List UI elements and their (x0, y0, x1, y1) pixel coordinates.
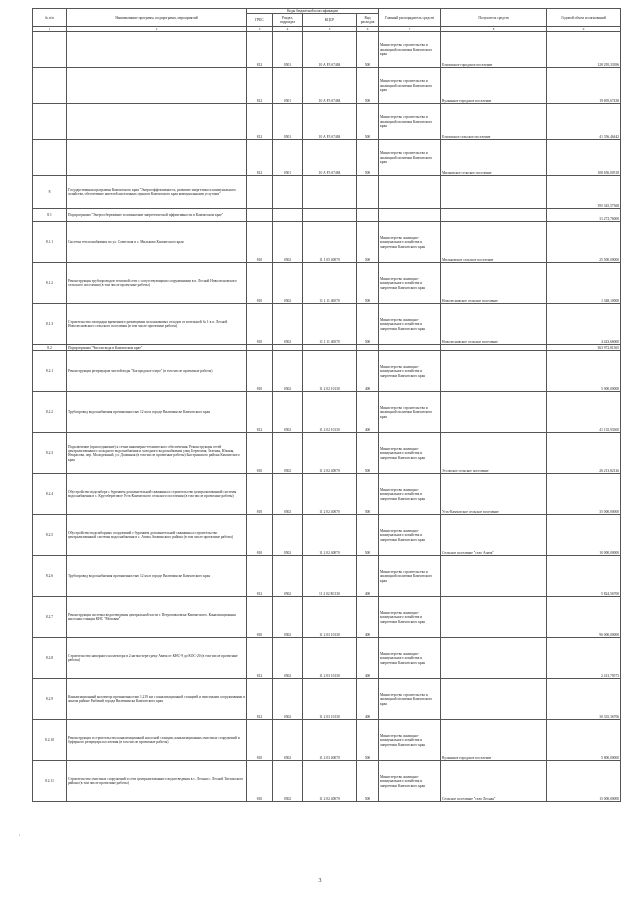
row-rzpr: 0501 (273, 104, 303, 140)
row-kcsr: 10 А F3 67484 (303, 68, 357, 104)
row-num (33, 104, 67, 140)
table-row (33, 556, 621, 597)
row-kvr: 500 (357, 263, 379, 304)
row-admin: Министерство жилищно-коммунального хозяйства и энергетики Камчатского края (379, 597, 441, 638)
row-amount: 363 972,81365 (547, 345, 621, 351)
row-rzpr (273, 209, 303, 222)
row-admin: Министерство жилищно-коммунального хозяйства и энергетики Камчатского края (379, 351, 441, 392)
row-recipient (441, 176, 547, 209)
row-recipient: Усть-Камчатское сельское поселение (441, 474, 547, 515)
row-name (67, 104, 247, 140)
row-grbs: 812 (247, 68, 273, 104)
row-kcsr: 11 1 11 40070 (303, 263, 357, 304)
row-kvr: 500 (357, 140, 379, 176)
row-admin: Министерство строительства и жилищной политики Камчатского края (379, 140, 441, 176)
table-row (33, 638, 621, 679)
row-kvr (357, 209, 379, 222)
row-kvr: 400 (357, 392, 379, 433)
row-num: 8.2.3 (33, 433, 67, 474)
row-rzpr: 0502 (273, 679, 303, 720)
row-admin (379, 176, 441, 209)
row-kvr: 500 (357, 433, 379, 474)
row-amount: 25 500,00000 (547, 222, 621, 263)
table-row (33, 679, 621, 720)
row-recipient: Елизовское сельское поселение (441, 104, 547, 140)
row-num: 8.1.1 (33, 222, 67, 263)
row-recipient: Вулканное городское поселение (441, 720, 547, 761)
row-recipient: Новолесновское сельское поселение (441, 304, 547, 345)
table-row (33, 304, 621, 345)
row-recipient (441, 597, 547, 638)
row-kcsr (303, 209, 357, 222)
row-num: 8.2.7 (33, 597, 67, 638)
row-name (67, 68, 247, 104)
row-kvr: 500 (357, 515, 379, 556)
row-admin (379, 209, 441, 222)
table-row (33, 515, 621, 556)
col-header-grbs: ГРБС (247, 14, 273, 27)
row-kvr: 500 (357, 720, 379, 761)
row-amount: 5 800,00000 (547, 720, 621, 761)
row-num: 8.2.4 (33, 474, 67, 515)
row-kvr: 500 (357, 761, 379, 802)
table-row (33, 32, 621, 68)
index-cell: 8 (441, 27, 547, 32)
row-name: Государственная программа Камчатского края "Энергоэффективность, развитие энергетики и коммунального хозяйства, обеспечение жителей населенных пунктов Камчатского края коммунальными услугами" (67, 176, 247, 209)
col-header-name: Наименование программ, подпрограмм, мероприятий (67, 9, 247, 27)
table-row (33, 68, 621, 104)
row-name: Реконструкция и строительство канализационной насосной станции, канализационных очистных сооружений и буферного резервуара поселения (в том числе проектные работы) (67, 720, 247, 761)
row-grbs: 812 (247, 140, 273, 176)
row-grbs: 810 (247, 597, 273, 638)
row-kcsr: 10 А F3 67484 (303, 140, 357, 176)
row-amount: 30 335,36706 (547, 679, 621, 720)
row-recipient: Мильковское сельское поселение (441, 222, 547, 263)
row-rzpr: 0501 (273, 140, 303, 176)
row-rzpr: 0502 (273, 351, 303, 392)
col-header-kcsr: КЦСР (303, 14, 357, 27)
row-grbs: 812 (247, 556, 273, 597)
row-grbs (247, 209, 273, 222)
row-grbs: 810 (247, 515, 273, 556)
row-num: 8 (33, 176, 67, 209)
col-header-num: № п/п (33, 9, 67, 27)
row-admin: Министерство жилищно-коммунального хозяйства и энергетики Камчатского края (379, 720, 441, 761)
row-amount: 128 295,33396 (547, 32, 621, 68)
row-name: Подключение (присоединение) к сетям инженерно-технического обеспечения. Реконструкция сетей централизованного холодного водоснабжения и холодного водоснабжения улиц Береговая, Зеленая, Южная, Некрасова, пер. Молодежный, ул. Долинная (в том числе проектные работы) Быстринского района Камчатского края (67, 433, 247, 474)
appropriations-table (32, 8, 621, 802)
row-kcsr: 11 1 05 40070 (303, 222, 357, 263)
table-row (33, 263, 621, 304)
page-number: 3 (318, 878, 322, 884)
row-num: 8.1.3 (33, 304, 67, 345)
row-grbs: 810 (247, 222, 273, 263)
index-cell: 3 (247, 27, 273, 32)
row-num (33, 32, 67, 68)
row-recipient (441, 392, 547, 433)
row-rzpr: 0502 (273, 761, 303, 802)
row-name: Реконструкция резервуаров чистой воды "Богородское озеро" (в том числе проектные работы) (67, 351, 247, 392)
row-name: Строительство напорного коллектора в 2 нитки через реку Авача от КНС-9 до КОС-20 (в том числе проектные работы) (67, 638, 247, 679)
row-rzpr: 0501 (273, 68, 303, 104)
row-name (67, 140, 247, 176)
row-recipient: Милковское сельское поселение (441, 140, 547, 176)
row-num (33, 68, 67, 104)
row-grbs: 810 (247, 761, 273, 802)
row-recipient: Сельское поселение "село Апача" (441, 515, 547, 556)
row-name (67, 32, 247, 68)
table-row (33, 392, 621, 433)
row-name: Подпрограмма "Энергосбережение и повышение энергетической эффективности в Камчатском крае" (67, 209, 247, 222)
row-name: Реконструкция системы водоотведения центральной части г. Петропавловска-Камчатского. Канализационная насосная станция КНС "Моховая" (67, 597, 247, 638)
row-num (33, 140, 67, 176)
row-kcsr (303, 176, 357, 209)
row-name: Канализационный коллектор протяженностью 1,219 км с канализационной станцией и очистными сооружениями в жилом районе Рыбачий города Вилючинска Камчатского края (67, 679, 247, 720)
row-num: 8.2.1 (33, 351, 67, 392)
row-admin: Министерство жилищно-коммунального хозяйства и энергетики Камчатского края (379, 222, 441, 263)
table-row (33, 176, 621, 209)
margin-mark: , (19, 832, 21, 837)
row-num: 8.2.10 (33, 720, 67, 761)
row-name: Трубопровод водоснабжения протяженностью 12 км в городе Вилючинске Камчатского края (67, 556, 247, 597)
row-kcsr: 11 2 02 10130 (303, 351, 357, 392)
row-grbs: 812 (247, 32, 273, 68)
col-header-codes: Коды бюджетной классификации (247, 9, 379, 14)
row-num: 8.2.5 (33, 515, 67, 556)
row-recipient: Сельское поселение "село Лесная" (441, 761, 547, 802)
row-admin: Министерство строительства и жилищной политики Камчатского края (379, 68, 441, 104)
row-amount: 96 000,00000 (547, 597, 621, 638)
row-rzpr: 0502 (273, 433, 303, 474)
row-num: 8.2.6 (33, 556, 67, 597)
row-kvr: 400 (357, 679, 379, 720)
row-name: Трубопровод водоснабжения протяженностью 12 км в городе Вилючинске Камчатского края (67, 392, 247, 433)
row-kvr: 500 (357, 304, 379, 345)
row-kcsr: 11 2 02 40070 (303, 433, 357, 474)
row-amount: 26 213,82126 (547, 433, 621, 474)
row-name: Обустройство водозаборных сооружений с бурением дополнительной скважины и строительство централизованной системы водоснабжения в с. Апача Апачинского района (в том числе проектные работы) (67, 515, 247, 556)
row-grbs: 810 (247, 474, 273, 515)
row-admin: Министерство строительства и жилищной политики Камчатского края (379, 556, 441, 597)
row-kcsr: 11 2 03 10130 (303, 597, 357, 638)
row-amount: 5 000,00000 (547, 351, 621, 392)
row-rzpr: 0502 (273, 638, 303, 679)
table-row (33, 104, 621, 140)
index-cell: 1 (33, 27, 67, 32)
row-admin: Министерство строительства и жилищной политики Камчатского края (379, 32, 441, 68)
row-rzpr: 0502 (273, 474, 303, 515)
index-cell: 5 (303, 27, 357, 32)
row-amount: 395 345,57368 (547, 176, 621, 209)
row-recipient (441, 209, 547, 222)
row-kvr: 500 (357, 222, 379, 263)
row-amount: 1 348,10000 (547, 263, 621, 304)
row-kvr: 500 (357, 32, 379, 68)
row-name: Обустройство водозабора с бурением дополнительной скважины и строительство централизованной системы водоснабжения в с. Крутобереговое Усть-Камчатского сельского поселения (в том числе проектные работы) (67, 474, 247, 515)
row-num: 8.1.2 (33, 263, 67, 304)
row-num: 8.2.8 (33, 638, 67, 679)
col-header-admin: Главный распорядитель средств (379, 9, 441, 27)
index-cell: 2 (67, 27, 247, 32)
row-kvr: 400 (357, 597, 379, 638)
row-amount: 35 000,00000 (547, 474, 621, 515)
row-admin: Министерство строительства и жилищной политики Камчатского края (379, 392, 441, 433)
row-amount: 108 656,00518 (547, 140, 621, 176)
index-cell: 9 (547, 27, 621, 32)
row-admin: Министерство жилищно-коммунального хозяйства и энергетики Камчатского края (379, 474, 441, 515)
row-grbs: 812 (247, 679, 273, 720)
table-row (33, 209, 621, 222)
table-row (33, 351, 621, 392)
row-grbs: 810 (247, 263, 273, 304)
col-header-rzpr: Раздел, подраздел (273, 14, 303, 27)
row-amount: 15 000,00000 (547, 761, 621, 802)
row-recipient (441, 556, 547, 597)
row-recipient: Елизовское городское поселение (441, 32, 547, 68)
row-amount: 4 423,66000 (547, 304, 621, 345)
row-admin: Министерство жилищно-коммунального хозяйства и энергетики Камчатского края (379, 515, 441, 556)
row-kcsr: 11 2 03 40070 (303, 720, 357, 761)
row-amount: 19 695,67438 (547, 68, 621, 104)
row-kcsr: 11 2 03 10130 (303, 638, 357, 679)
row-num: 8.1 (33, 209, 67, 222)
index-cell: 7 (379, 27, 441, 32)
row-kcsr: 11 2 02 40070 (303, 515, 357, 556)
row-rzpr (273, 176, 303, 209)
row-grbs: 810 (247, 351, 273, 392)
row-kvr: 500 (357, 474, 379, 515)
index-cell: 6 (357, 27, 379, 32)
row-admin: Министерство жилищно-коммунального хозяйства и энергетики Камчатского края (379, 761, 441, 802)
row-amount: 41 135,93300 (547, 392, 621, 433)
row-rzpr: 0502 (273, 556, 303, 597)
header-row-1 (33, 9, 621, 14)
row-rzpr: 0502 (273, 222, 303, 263)
row-kcsr: 11 2 02 R1130 (303, 556, 357, 597)
col-header-amount: Годовой объем ассигнований (547, 9, 621, 27)
row-rzpr: 0502 (273, 304, 303, 345)
table-row (33, 140, 621, 176)
row-admin: Министерство жилищно-коммунального хозяйства и энергетики Камчатского края (379, 638, 441, 679)
row-kcsr: 11 2 02 10130 (303, 392, 357, 433)
table-row (33, 433, 621, 474)
row-kvr: 400 (357, 556, 379, 597)
row-amount: 10 000,00000 (547, 515, 621, 556)
row-recipient: Вулканное городское поселение (441, 68, 547, 104)
row-grbs: 812 (247, 638, 273, 679)
row-name: Реконструкция трубопроводов тепловой сети с сопутствующими сооружениями в п. Лесной Новолесновского сельского поселения (в том числе проектные работы) (67, 263, 247, 304)
row-admin: Министерство жилищно-коммунального хозяйства и энергетики Камчатского края (379, 304, 441, 345)
row-admin: Министерство строительства и жилищной политики Камчатского края (379, 104, 441, 140)
row-amount: 5 824,56700 (547, 556, 621, 597)
row-kcsr: 10 А F3 67484 (303, 104, 357, 140)
row-name: Система теплоснабжения по ул. Советская в с. Мильково Камчатского края (67, 222, 247, 263)
row-kcsr: 11 2 02 40070 (303, 761, 357, 802)
row-kvr: 500 (357, 104, 379, 140)
row-num: 8.2.11 (33, 761, 67, 802)
row-kvr: 400 (357, 351, 379, 392)
index-cell: 4 (273, 27, 303, 32)
row-num: 8.2.2 (33, 392, 67, 433)
row-kvr (357, 176, 379, 209)
row-amount: 31 272,76000 (547, 209, 621, 222)
row-kvr: 400 (357, 638, 379, 679)
table-row (33, 597, 621, 638)
row-recipient (441, 679, 547, 720)
col-header-kvr: Вид расходов (357, 14, 379, 27)
row-grbs (247, 176, 273, 209)
row-recipient: Новолесновское сельское поселение (441, 263, 547, 304)
row-grbs: 810 (247, 304, 273, 345)
row-grbs: 810 (247, 720, 273, 761)
row-rzpr: 0502 (273, 515, 303, 556)
row-recipient (441, 638, 547, 679)
row-amount: 2 413,70573 (547, 638, 621, 679)
row-name: Подпрограмма "Чистая вода в Камчатском крае" (67, 345, 247, 351)
row-num: 8.2.9 (33, 679, 67, 720)
row-admin: Министерство жилищно-коммунального хозяйства и энергетики Камчатского края (379, 263, 441, 304)
row-grbs: 812 (247, 104, 273, 140)
row-rzpr: 0502 (273, 720, 303, 761)
row-kcsr: 10 А F3 67484 (303, 32, 357, 68)
row-rzpr: 0501 (273, 32, 303, 68)
row-name: Строительство площадки временного размещения золошлаковых отходов от котельной № 1 в п. Лесной Новолесновского сельского поселения (в том числе проектные работы) (67, 304, 247, 345)
table-row (33, 761, 621, 802)
table-row (33, 222, 621, 263)
row-grbs: 812 (247, 392, 273, 433)
row-rzpr: 0502 (273, 597, 303, 638)
row-recipient: Эссовское сельское поселение (441, 433, 547, 474)
row-kvr: 500 (357, 68, 379, 104)
row-name: Строительство очистных сооружений и сети централизованного водоотведения в с. Лесная с. Лесной Тигильского района (в том числе проектные работы) (67, 761, 247, 802)
row-admin: Министерство строительства и жилищной политики Камчатского края (379, 679, 441, 720)
col-header-recipient: Получатель средств (441, 9, 547, 27)
row-num: 8.2 (33, 345, 67, 351)
row-kcsr: 11 2 03 10130 (303, 679, 357, 720)
row-grbs: 810 (247, 433, 273, 474)
row-recipient (441, 351, 547, 392)
row-rzpr: 0502 (273, 263, 303, 304)
row-kcsr: 11 1 11 40070 (303, 304, 357, 345)
row-amount: 41 356,46442 (547, 104, 621, 140)
row-admin: Министерство жилищно-коммунального хозяйства и энергетики Камчатского края (379, 433, 441, 474)
table-row (33, 474, 621, 515)
row-kcsr: 11 2 02 40070 (303, 474, 357, 515)
table-row (33, 720, 621, 761)
row-rzpr: 0502 (273, 392, 303, 433)
